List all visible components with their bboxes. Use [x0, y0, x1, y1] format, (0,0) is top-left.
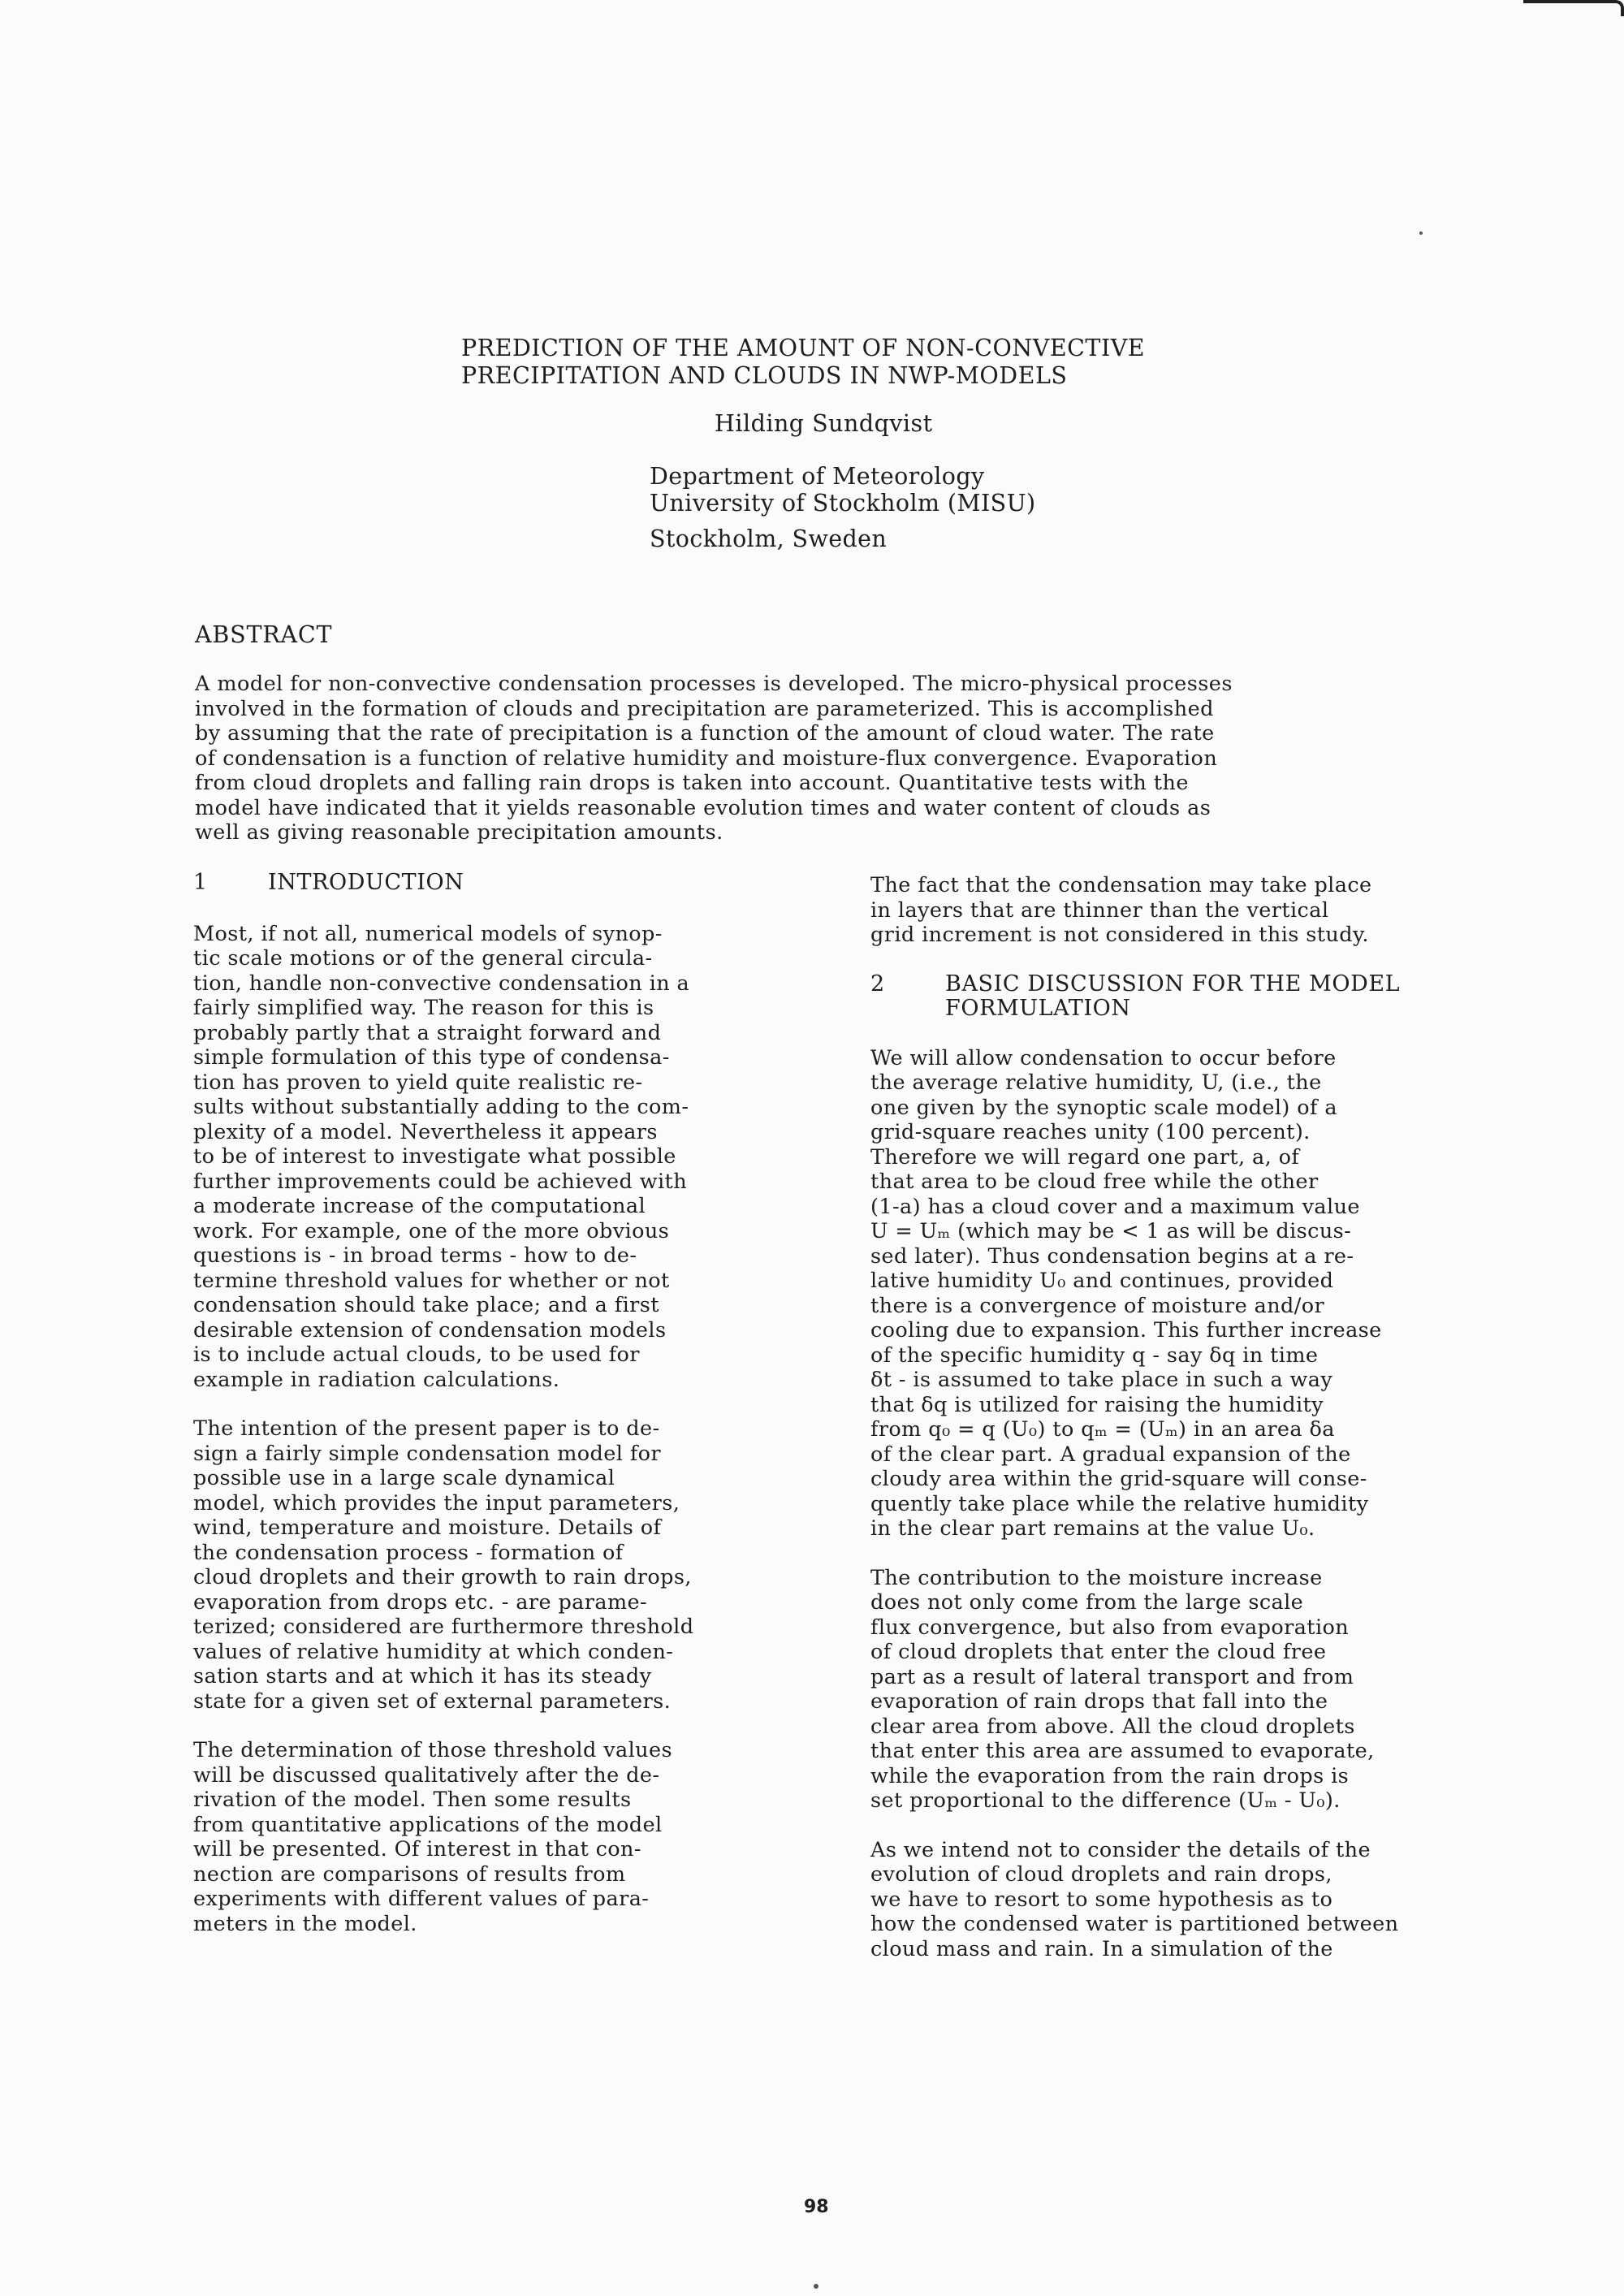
text-line: As we intend not to consider the details of the [870, 1837, 1371, 1862]
text-line: the condensation process - formation of [193, 1540, 624, 1565]
text-line: sults without substantially adding to the com- [193, 1095, 689, 1119]
text-line: probably partly that a straight forward and [193, 1020, 662, 1045]
text-line: is to include actual clouds, to be used for [193, 1343, 640, 1367]
abstract-line: involved in the formation of clouds and precipitation are parameterized. This is accomplished [195, 696, 1214, 721]
text-line: condensation should take place; and a first [193, 1293, 659, 1317]
text-line: The intention of the present paper is to de- [193, 1416, 660, 1441]
text-line: a moderate increase of the computational [193, 1194, 646, 1218]
text-line: plexity of a model. Nevertheless it appears [193, 1119, 658, 1144]
text-line: values of relative humidity at which conden- [193, 1639, 674, 1664]
right-column [870, 873, 1496, 1961]
paragraph [193, 1738, 810, 1936]
text-line: we have to resort to some hypothesis as to [870, 1887, 1333, 1912]
section-1-number: 1 [193, 870, 208, 895]
section-2-title-line-2: FORMULATION [945, 996, 1131, 1021]
text-line: in layers that are thinner than the vertical [870, 897, 1329, 923]
text-line: Most, if not all, numerical models of synop- [193, 921, 663, 946]
text-line: The contribution to the moisture increase [870, 1565, 1323, 1590]
text-line: lative humidity U₀ and continues, provided [870, 1269, 1334, 1293]
text-line: termine threshold values for whether or not [193, 1268, 670, 1293]
text-line: The determination of those threshold values [193, 1738, 672, 1762]
text-line: one given by the synoptic scale model) of a [870, 1095, 1337, 1120]
text-line: tic scale motions or of the general circula- [193, 946, 653, 971]
section-2-number: 2 [870, 971, 885, 997]
text-line: sign a fairly simple condensation model for [193, 1441, 662, 1466]
text-line: clear area from above. All the cloud droplets [870, 1714, 1355, 1739]
title-line-1: PREDICTION OF THE AMOUNT OF NON-CONVECTIVE [461, 335, 1146, 361]
abstract-line: A model for non-convective condensation processes is developed. The micro-physical processes [195, 672, 1233, 696]
section-2-title [945, 972, 1400, 1022]
text-line: of the specific humidity q - say δq in time [870, 1343, 1319, 1368]
text-line: experiments with different values of para- [193, 1887, 650, 1911]
paragraph [870, 1566, 1496, 1814]
paragraph [193, 1416, 810, 1714]
text-line: cloudy area within the grid-square will conse- [870, 1467, 1367, 1491]
text-line: does not only come from the large scale [870, 1590, 1304, 1615]
author-name: Hilding Sundqvist [715, 410, 933, 437]
text-line: further improvements could be achieved with [193, 1169, 688, 1194]
text-line: from q₀ = q (U₀) to qₘ = (Uₘ) in an area δa [870, 1417, 1335, 1442]
text-line: cloud mass and rain. In a simulation of the [870, 1936, 1333, 1961]
text-line: possible use in a large scale dynamical [193, 1466, 615, 1490]
text-line: U = Uₘ (which may be < 1 as will be discus- [870, 1219, 1352, 1243]
text-line: δt - is assumed to take place in such a way [870, 1368, 1333, 1392]
paragraph [870, 873, 1496, 948]
text-line: fairly simplified way. The reason for this is [193, 996, 654, 1020]
left-column [193, 871, 810, 1936]
abstract-line: model have indicated that it yields reasonable evolution times and water content of clouds as [195, 795, 1212, 820]
scan-corner-mark [1523, 0, 1624, 16]
affiliation-department: Department of Meteorology [650, 463, 985, 490]
abstract-line: of condensation is a function of relative humidity and moisture-flux convergence. Evaporation [195, 746, 1218, 771]
text-line: from quantitative applications of the model [193, 1812, 663, 1837]
text-line: We will allow condensation to occur before [870, 1045, 1337, 1070]
text-line: there is a convergence of moisture and/or [870, 1293, 1325, 1318]
text-line: grid-square reaches unity (100 percent). [870, 1120, 1311, 1144]
abstract-line: well as giving reasonable precipitation amounts. [195, 820, 723, 845]
text-line: The fact that the condensation may take place [870, 873, 1372, 897]
section-1-heading [193, 871, 810, 896]
text-line: model, which provides the input parameters, [193, 1490, 680, 1516]
text-line: of the clear part. A gradual expansion of the [870, 1442, 1351, 1467]
text-line: sed later). Thus condensation begins at a re- [870, 1243, 1354, 1269]
text-line: nection are comparisons of results from [193, 1861, 626, 1887]
text-line: Therefore we will regard one part, a, of [870, 1144, 1300, 1170]
affiliation [650, 463, 1036, 552]
text-line: rivation of the model. Then some results [193, 1788, 632, 1812]
abstract-line: from cloud droplets and falling rain drops is taken into account. Quantitative tests with the [195, 771, 1189, 795]
text-line: that δq is utilized for raising the humidity [870, 1392, 1324, 1417]
text-line: that enter this area are assumed to evaporate, [870, 1739, 1375, 1763]
text-line: tion, handle non-convective condensation in a [193, 971, 690, 996]
text-line: will be presented. Of interest in that con- [193, 1837, 641, 1861]
text-line: the average relative humidity, U, (i.e., the [870, 1070, 1322, 1095]
text-line: set proportional to the difference (Uₘ - U₀). [870, 1788, 1341, 1813]
text-line: (1-a) has a cloud cover and a maximum value [870, 1194, 1360, 1219]
text-line: desirable extension of condensation models [193, 1317, 667, 1343]
text-line: to be of interest to investigate what possible [193, 1144, 676, 1169]
text-line: cloud droplets and their growth to rain drops, [193, 1565, 692, 1589]
text-line: state for a given set of external parameters. [193, 1688, 672, 1714]
paper-title [461, 335, 1273, 390]
abstract-heading: ABSTRACT [195, 621, 333, 648]
abstract-body [195, 672, 1462, 845]
text-line: work. For example, one of the more obvious [193, 1218, 670, 1243]
section-2-heading [870, 972, 1496, 1022]
section-2-title-line-1: BASIC DISCUSSION FOR THE MODEL [945, 971, 1401, 997]
paragraph [870, 1046, 1496, 1541]
text-line: terized; considered are furthermore threshold [193, 1615, 694, 1639]
section-1-title: INTRODUCTION [268, 870, 464, 895]
scan-speck [814, 2284, 818, 2289]
text-line: simple formulation of this type of condensa- [193, 1045, 670, 1070]
text-line: evolution of cloud droplets and rain drops, [870, 1862, 1332, 1887]
paragraph [870, 1838, 1496, 1962]
text-line: will be discussed qualitatively after the de- [193, 1762, 660, 1788]
text-line: cooling due to expansion. This further increase [870, 1318, 1382, 1343]
text-line: tion has proven to yield quite realistic re- [193, 1070, 643, 1095]
text-line: meters in the model. [193, 1911, 417, 1936]
text-line: example in radiation calculations. [193, 1367, 560, 1392]
affiliation-location: Stockholm, Sweden [650, 525, 888, 552]
abstract-line: by assuming that the rate of precipitation is a function of the amount of cloud water. The rate [195, 721, 1215, 746]
scan-speck [1419, 231, 1423, 235]
title-line-2: PRECIPITATION AND CLOUDS IN NWP-MODELS [461, 362, 1068, 389]
text-line: wind, temperature and moisture. Details of [193, 1516, 662, 1540]
affiliation-university: University of Stockholm (MISU) [650, 490, 1036, 517]
text-line: that area to be cloud free while the other [870, 1170, 1319, 1194]
text-line: while the evaporation from the rain drops is [870, 1763, 1350, 1788]
paragraph [193, 922, 810, 1393]
text-line: grid increment is not considered in this study. [870, 923, 1369, 947]
text-line: flux convergence, but also from evaporation [870, 1615, 1350, 1640]
text-line: evaporation of rain drops that fall into the [870, 1689, 1328, 1714]
text-line: quently take place while the relative humidity [870, 1491, 1369, 1516]
text-line: how the condensed water is partitioned between [870, 1912, 1399, 1936]
text-line: evaporation from drops etc. - are parame- [193, 1589, 648, 1615]
text-line: in the clear part remains at the value U₀. [870, 1516, 1315, 1541]
page-number: 98 [804, 2197, 829, 2217]
text-line: of cloud droplets that enter the cloud free [870, 1640, 1327, 1664]
text-line: sation starts and at which it has its steady [193, 1664, 652, 1688]
text-line: questions is - in broad terms - how to de- [193, 1243, 637, 1268]
text-line: part as a result of lateral transport and from [870, 1664, 1354, 1689]
